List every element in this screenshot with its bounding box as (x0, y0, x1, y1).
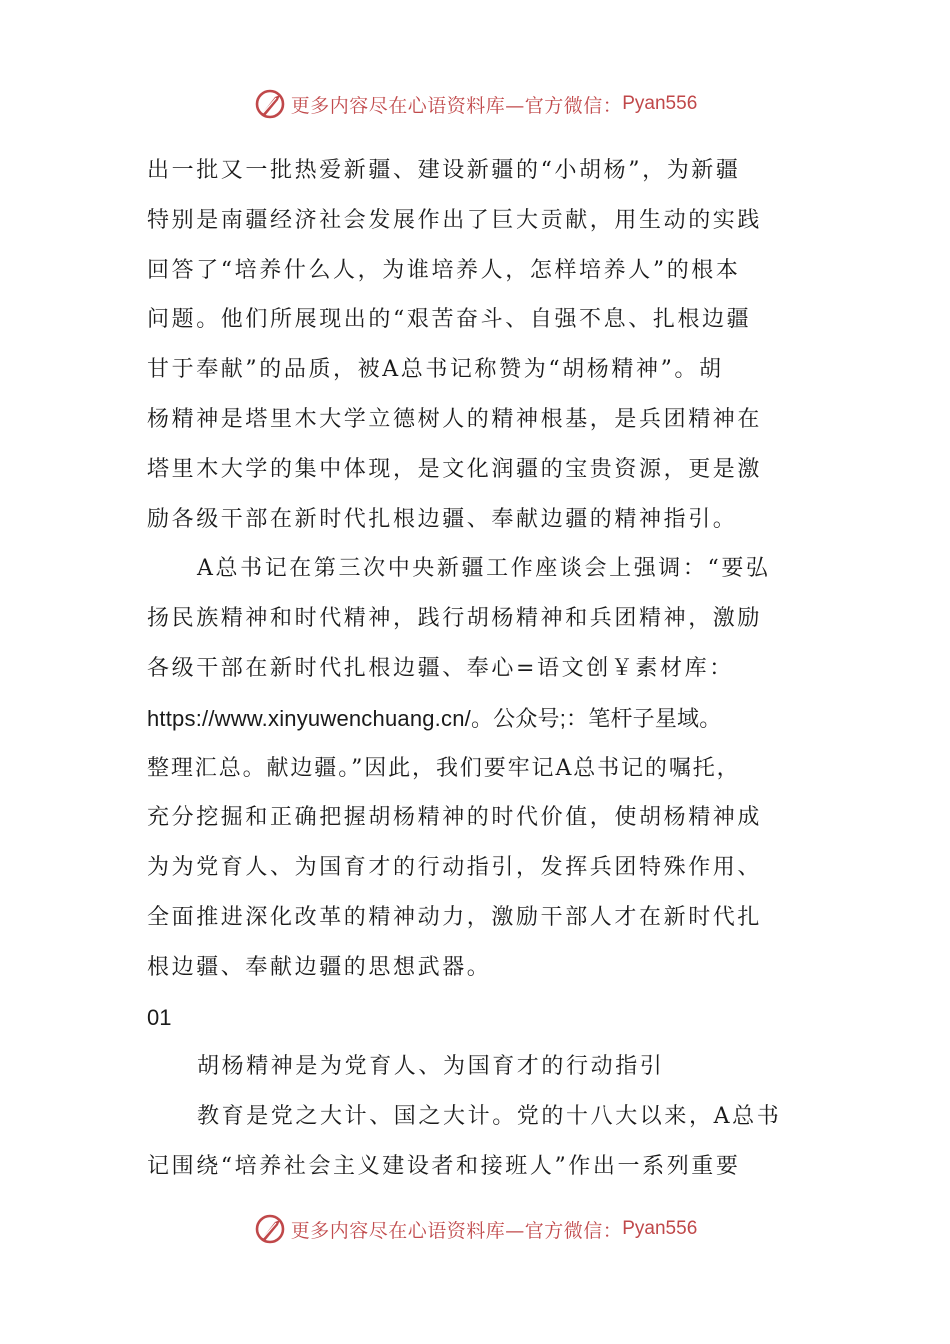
text-line: 记围绕“培养社会主义建设者和接班人”作出一系列重要 (147, 1153, 741, 1179)
paragraph-start-line: A总书记在第三次中央新疆工作座谈会上强调：“要弘 (197, 556, 771, 582)
text-line: 特别是南疆经济社会发展作出了巨大贡献，用生动的实践 (147, 207, 763, 233)
text-line: 塔里木大学的集中体现，是文化润疆的宝贵资源，更是激 (147, 456, 763, 482)
text-line: 各级干部在新时代扎根边疆、奉心=语文创￥素材库： (147, 655, 734, 681)
text-line: 甘于奉献”的品质，被A总书记称赞为“胡杨精神”。胡 (147, 357, 724, 383)
text-line: 杨精神是塔里木大学立德树人的精神根基，是兵团精神在 (147, 406, 763, 432)
text-line: 出一批又一批热爱新疆、建设新疆的“小胡杨”，为新疆 (147, 158, 741, 183)
text-line: 问题。他们所展现出的“艰苦奋斗、自强不息、扎根边疆 (147, 307, 752, 333)
footer-watermark (0, 1209, 950, 1249)
paragraph-start-line: 教育是党之大计、国之大计。党的十八大以来，A总书 (197, 1104, 782, 1130)
watermark-text: 更多内容尽在心语资料库—官方微信： (290, 94, 623, 117)
pen-nib-logo-icon (253, 87, 287, 121)
document-body (147, 146, 807, 1192)
header-watermark (0, 84, 950, 124)
text-line: 回答了“培养什么人，为谁培养人，怎样培养人”的根本 (147, 257, 741, 283)
section-heading: 胡杨精神是为党育人、为国育才的行动指引 (197, 1054, 665, 1080)
watermark-wechat-id: Pyan556 (622, 93, 698, 114)
url-line: https://www.xinyuwenchuang.cn/。公众号;：笔杆子星域。 (147, 705, 722, 731)
text-line: 扬民族精神和时代精神，践行胡杨精神和兵团精神，激励 (147, 606, 763, 632)
text-line: 为为党育人、为国育才的行动指引，发挥兵团特殊作用、 (147, 855, 763, 881)
watermark-text: 更多内容尽在心语资料库—官方微信： (290, 1219, 623, 1242)
text-line: 全面推进深化改革的精神动力，激励干部人才在新时代扎 (147, 904, 763, 930)
text-line: 励各级干部在新时代扎根边疆、奉献边疆的精神指引。 (147, 506, 738, 532)
watermark-wechat-id: Pyan556 (622, 1218, 698, 1239)
text-line: 充分挖掘和正确把握胡杨精神的时代价值，使胡杨精神成 (147, 805, 763, 831)
section-number: 01 (147, 1004, 172, 1030)
pen-nib-logo-icon (253, 1212, 287, 1246)
text-line: 整理汇总。献边疆。”因此，我们要牢记A总书记的嘱托， (147, 755, 741, 781)
text-line: 根边疆、奉献边疆的思想武器。 (147, 954, 492, 980)
